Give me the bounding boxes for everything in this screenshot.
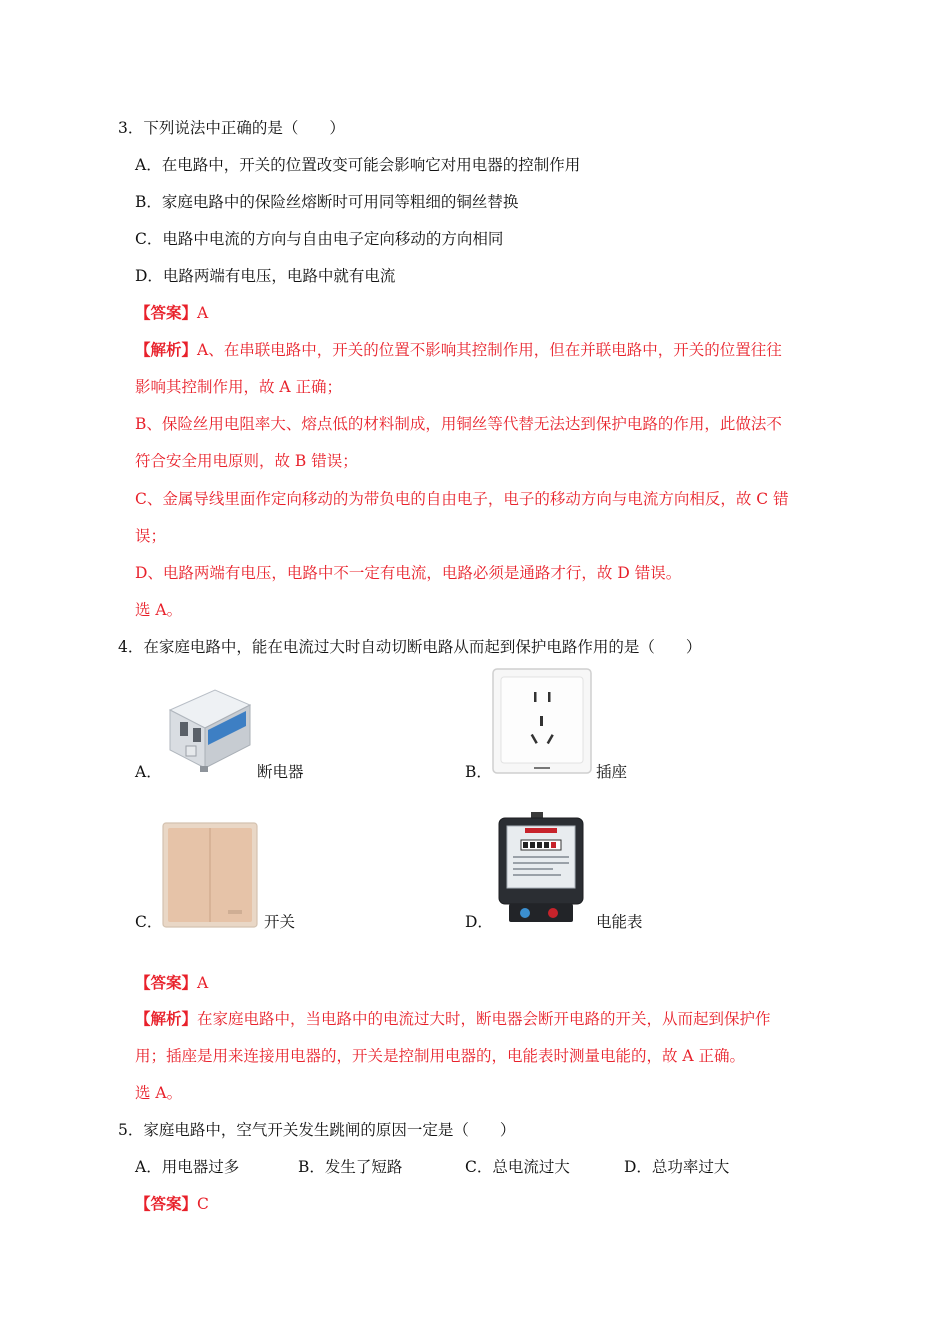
q5-option-b: B．发生了短路: [298, 1158, 403, 1176]
analysis-tag: 【解析】: [135, 1009, 198, 1028]
q4-option-d-letter: D．: [465, 913, 493, 931]
q3-option-a: A．在电路中，开关的位置改变可能会影响它对用电器的控制作用: [135, 156, 581, 174]
q3-analysis-line-2: 影响其控制作用，故 A 正确；: [135, 378, 343, 396]
answer-value: A: [197, 974, 209, 992]
q5-answer: [135, 1193, 209, 1215]
q3-option-d: D．电路两端有电压，电路中就有电流: [135, 267, 396, 285]
q4-analysis-line-2: 用；插座是用来连接用电器的，开关是控制用电器的，电能表时测量电能的，故 A 正确。: [135, 1047, 746, 1065]
analysis-text: A、在串联电路中，开关的位置不影响其控制作用，但在并联电路中，开关的位置往往: [197, 341, 782, 359]
q3-option-b: B．家庭电路中的保险丝熔断时可用同等粗细的铜丝替换: [135, 193, 519, 211]
q4-option-a-label: 断电器: [257, 763, 304, 781]
q3-analysis-line-5: C、金属导线里面作定向移动的为带负电的自由电子，电子的移动方向与电流方向相反，故 C 错: [135, 490, 789, 508]
q3-analysis-line-6: 误；: [135, 527, 167, 545]
q3-analysis-line-3: B、保险丝用电阻率大、熔点低的材料制成，用铜丝等代替无法达到保护电路的作用，此做法不: [135, 415, 782, 433]
q4-option-c-letter: C．: [135, 913, 163, 931]
answer-tag: 【答案】: [135, 973, 198, 992]
answer-value: C: [197, 1195, 209, 1213]
q4-option-b-letter: B．: [465, 763, 492, 781]
q3-answer: [135, 302, 208, 324]
q5-stem: 5．家庭电路中，空气开关发生跳闸的原因一定是（ ）: [118, 1121, 516, 1139]
q3-analysis-line-8: 选 A。: [135, 601, 183, 619]
q5-option-c: C．总电流过大: [465, 1158, 570, 1176]
q4-option-a-letter: A．: [135, 763, 162, 781]
q3-analysis-line-7: D、电路两端有电压，电路中不一定有电流，电路必须是通路才行，故 D 错误。: [135, 564, 682, 582]
circuit-breaker-photo: [160, 680, 255, 775]
q3-option-c: C．电路中电流的方向与自由电子定向移动的方向相同: [135, 230, 504, 248]
switch-photo: [162, 822, 258, 928]
q4-answer: [135, 972, 208, 994]
q5-option-a: A．用电器过多: [135, 1158, 240, 1176]
q5-option-d: D．总功率过大: [624, 1158, 730, 1176]
q4-stem: 4．在家庭电路中，能在电流过大时自动切断电路从而起到保护电路作用的是（ ）: [118, 638, 702, 656]
electric-meter-photo: [495, 812, 587, 924]
q4-option-c-label: 开关: [264, 913, 296, 931]
answer-tag: 【答案】: [135, 1194, 198, 1213]
q3-analysis-line-1: [135, 339, 782, 361]
q4-analysis-line-1: [135, 1008, 771, 1030]
socket-photo: [492, 668, 592, 774]
q4-analysis-line-3: 选 A。: [135, 1084, 183, 1102]
answer-tag: 【答案】: [135, 303, 198, 322]
q3-analysis-line-4: 符合安全用电原则，故 B 错误；: [135, 452, 358, 470]
q3-stem: 3．下列说法中正确的是（ ）: [118, 119, 345, 137]
q4-option-b-label: 插座: [596, 763, 628, 781]
q4-option-d-label: 电能表: [596, 913, 643, 931]
answer-value: A: [197, 304, 209, 322]
analysis-text: 在家庭电路中，当电路中的电流过大时，断电器会断开电路的开关，从而起到保护作: [197, 1010, 771, 1028]
analysis-tag: 【解析】: [135, 340, 198, 359]
